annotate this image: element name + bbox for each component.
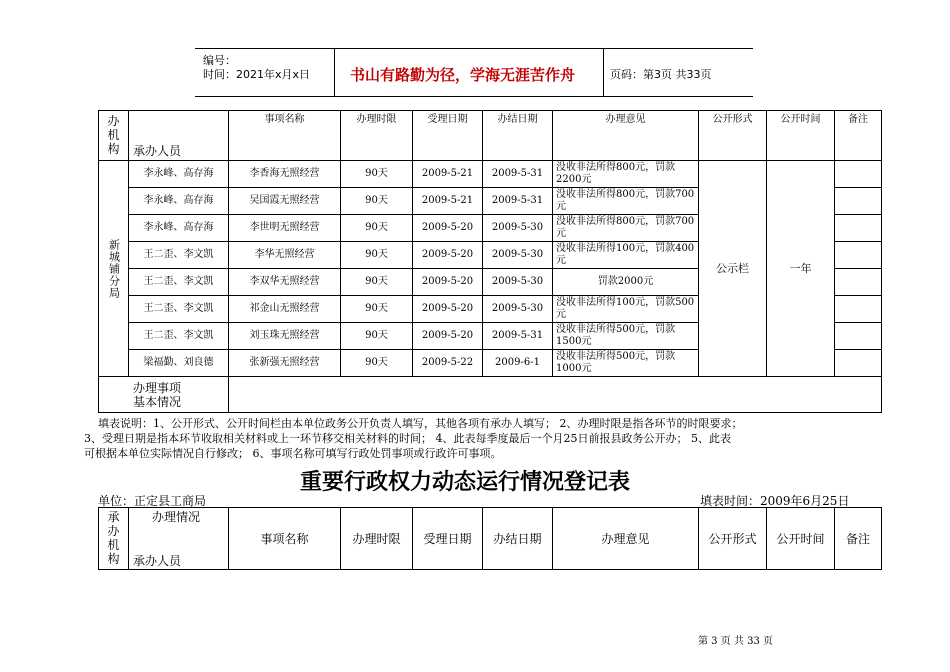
opinion-cell: 没收非法所得800元，罚款700元 [553,188,699,215]
unit-label: 单位：正定县工商局 [98,494,207,508]
column-header: 事项名称 [229,111,341,161]
item-cell: 刘玉珠无照经营 [229,323,341,350]
notes-line: 3、受理日期是指本环节收取相关材料或上一环节移交相关材料的时间； 4、此表每季度最后一个月25日前报县政务公开办； 5、此表 [84,432,731,445]
column-header: 办理时限 [341,111,413,161]
limit-cell: 90天 [341,323,413,350]
page-footer: 第 3 页 共 33 页 [698,636,773,647]
done-date-cell: 2009-5-31 [483,188,553,215]
org-column-header: 办机构 [107,114,120,156]
header-bottom-rule [195,96,753,97]
basic-situation-label-cell [99,377,229,413]
opinion-cell: 没收非法所得800元，罚款2200元 [553,161,699,188]
page-number-label: 页码：第3页 共33页 [610,68,712,81]
column-header: 受理日期 [413,111,483,161]
accept-date-cell: 2009-5-20 [413,323,483,350]
notes-line: 可根据本单位实际情况自行修改； 6、事项名称可填写行政处罚事项或行政许可事项。 [84,447,502,460]
item-cell: 李香海无照经营 [229,161,341,188]
remark-cell [835,215,882,242]
limit-cell: 90天 [341,161,413,188]
opinion-cell: 没收非法所得500元，罚款1000元 [553,350,699,377]
situation-column-header: 办理情况 [151,510,200,524]
opinion-cell: 没收非法所得500元，罚款1500元 [553,323,699,350]
disclosure-time-cell: 一年 [767,161,835,377]
column-header: 事项名称 [229,508,341,570]
remark-cell [835,161,882,188]
handler-cell: 梁福勤、刘良德 [129,350,229,377]
column-header: 公开时间 [767,111,835,161]
opinion-cell: 没收非法所得100元，罚款500元 [553,296,699,323]
column-header: 办理意见 [553,508,699,570]
header-motto: 书山有路勤为径，学海无涯苦作舟 [350,66,576,84]
remark-cell [835,350,882,377]
done-date-cell: 2009-5-31 [483,323,553,350]
item-cell: 祁金山无照经营 [229,296,341,323]
records-table [98,110,882,413]
item-cell: 吴国霞无照经营 [229,188,341,215]
column-header: 受理日期 [413,508,483,570]
done-date-cell: 2009-5-30 [483,215,553,242]
item-cell: 李双华无照经营 [229,269,341,296]
doc-time-label: 时间：2021年x月x日 [203,68,311,81]
item-cell: 李世明无照经营 [229,215,341,242]
header-top-rule [195,48,753,49]
limit-cell: 90天 [341,350,413,377]
header-divider [334,48,335,96]
basic-situation-content [229,377,882,413]
done-date-cell: 2009-5-30 [483,296,553,323]
handler-cell: 王二歪、李文凯 [129,296,229,323]
handler-column-header: 承办人员 [133,554,182,568]
column-header: 办理意见 [553,111,699,161]
handler-cell: 王二歪、李文凯 [129,269,229,296]
doc-number-label: 编号： [203,54,236,67]
accept-date-cell: 2009-5-22 [413,350,483,377]
column-header: 备注 [835,111,882,161]
accept-date-cell: 2009-5-20 [413,296,483,323]
basic-situation-row [99,377,882,413]
registration-table [98,507,882,570]
handler-cell: 李永峰、高存海 [129,215,229,242]
opinion-cell: 罚款2000元 [553,269,699,296]
handler-cell: 李永峰、高存海 [129,161,229,188]
opinion-cell: 没收非法所得100元，罚款400元 [553,242,699,269]
org-name: 新城铺分局 [107,238,121,299]
done-date-cell: 2009-5-30 [483,242,553,269]
accept-date-cell: 2009-5-20 [413,242,483,269]
item-cell: 李华无照经营 [229,242,341,269]
basic-situation-label: 基本情况 [133,394,182,409]
handler-cell: 王二歪、李文凯 [129,323,229,350]
column-header: 备注 [835,508,882,570]
remark-cell [835,269,882,296]
org-column-header: 承办机构 [107,510,120,566]
done-date-cell: 2009-5-31 [483,161,553,188]
remark-cell [835,296,882,323]
column-header: 公开形式 [699,111,767,161]
table-row [99,161,882,188]
form-title: 重要行政权力动态运行情况登记表 [300,470,631,495]
opinion-cell: 没收非法所得800元，罚款700元 [553,215,699,242]
header-divider [603,48,604,96]
column-header: 公开形式 [699,508,767,570]
column-header: 办结日期 [483,111,553,161]
accept-date-cell: 2009-5-21 [413,188,483,215]
done-date-cell: 2009-6-1 [483,350,553,377]
item-cell: 张新强无照经营 [229,350,341,377]
handler-cell: 李永峰、高存海 [129,188,229,215]
limit-cell: 90天 [341,269,413,296]
limit-cell: 90天 [341,188,413,215]
org-cell [99,161,129,377]
limit-cell: 90天 [341,215,413,242]
accept-date-cell: 2009-5-21 [413,161,483,188]
remark-cell [835,188,882,215]
remark-cell [835,323,882,350]
notes-line: 填表说明：1、公开形式、公开时间栏由本单位政务公开负责人填写，其他各项有承办人填写； 2、办理时限是指各环节的时限要求； [98,417,743,430]
disclosure-form-cell: 公示栏 [699,161,767,377]
basic-situation-label: 办理事项 [133,380,182,395]
limit-cell: 90天 [341,242,413,269]
remark-cell [835,242,882,269]
column-header: 公开时间 [767,508,835,570]
handler-column-header: 承办人员 [133,144,182,158]
column-header: 办理时限 [341,508,413,570]
accept-date-cell: 2009-5-20 [413,215,483,242]
handler-cell: 王二歪、李文凯 [129,242,229,269]
fill-time-label: 填表时间：2009年6月25日 [700,494,850,508]
column-header: 办结日期 [483,508,553,570]
table-header-row [99,508,882,570]
done-date-cell: 2009-5-30 [483,269,553,296]
accept-date-cell: 2009-5-20 [413,269,483,296]
table-header-row [99,111,882,161]
limit-cell: 90天 [341,296,413,323]
